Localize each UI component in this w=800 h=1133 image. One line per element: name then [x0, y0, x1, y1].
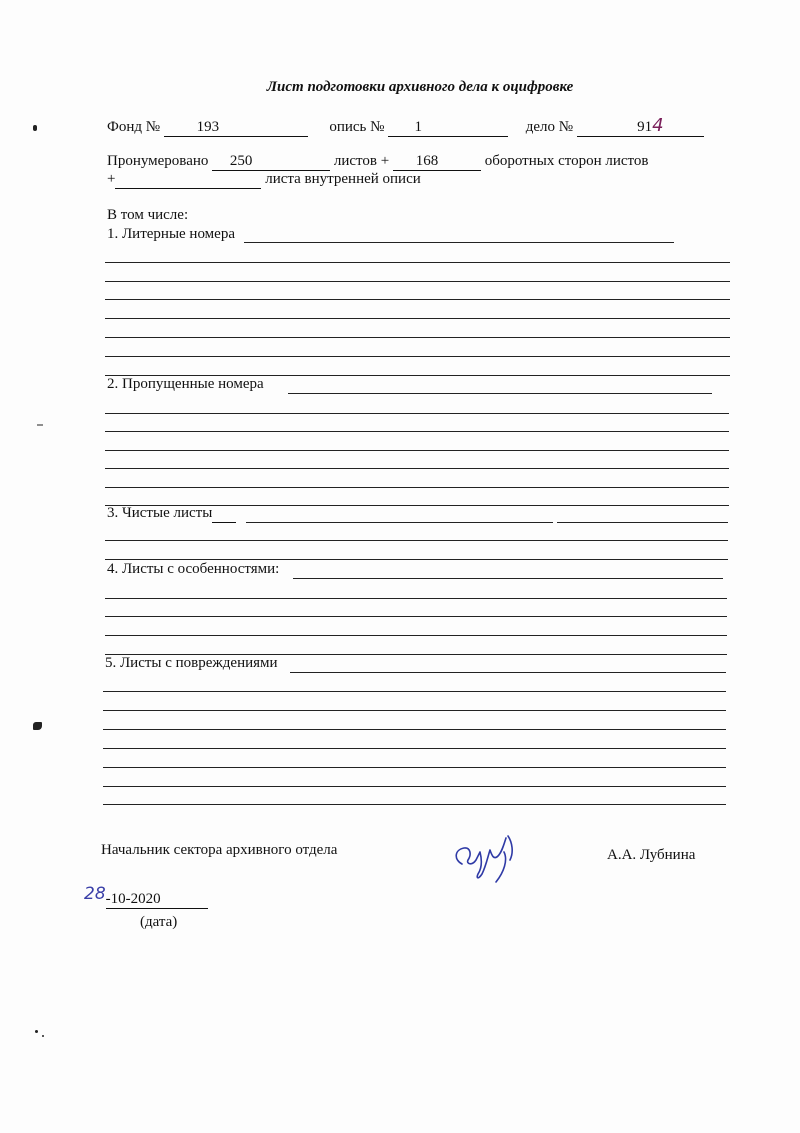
- opis-label: опись №: [329, 119, 385, 135]
- section-3-fill-line: [246, 522, 553, 523]
- section-1-label: 1. Литерные номера: [107, 226, 235, 242]
- form-line: [105, 431, 729, 432]
- inner-label: листа внутренней описи: [265, 171, 421, 187]
- form-line: [105, 281, 730, 282]
- date-value: -10-2020: [106, 892, 208, 909]
- header-row: [107, 117, 704, 137]
- reverse-value: 168: [393, 154, 481, 171]
- form-line: [103, 748, 726, 749]
- section-4-fill-line: [293, 578, 723, 579]
- form-line: [103, 710, 726, 711]
- reverse-label: оборотных сторон листов: [484, 153, 649, 169]
- section-1-fill-line: [244, 242, 674, 243]
- form-line: [103, 691, 726, 692]
- form-line: [105, 616, 727, 617]
- inner-inventory-row: [107, 172, 421, 189]
- opis-value: 1: [388, 120, 508, 137]
- plus-sign: +: [107, 171, 116, 187]
- handwritten-signature: [448, 830, 528, 890]
- section-3-short-line: [212, 506, 236, 523]
- form-line: [105, 299, 730, 300]
- form-line: [105, 337, 730, 338]
- date-row: [84, 884, 208, 909]
- form-line: [103, 786, 726, 787]
- delo-label: дело №: [525, 119, 574, 135]
- form-line: [105, 635, 727, 636]
- inner-value: [115, 172, 261, 189]
- date-day-handwritten: 28: [84, 884, 106, 904]
- form-line: [103, 804, 726, 805]
- fond-label: Фонд №: [107, 119, 161, 135]
- form-line: [105, 262, 730, 263]
- section-4-label: 4. Листы с особенностями:: [107, 561, 280, 577]
- section-2-fill-line: [288, 393, 712, 394]
- signatory-name: А.А. Лубнина: [607, 847, 696, 863]
- form-line: [105, 413, 729, 414]
- document-title: Лист подготовки архивного дела к оцифровке: [266, 79, 574, 95]
- date-caption: (дата): [140, 914, 178, 930]
- form-line: [105, 450, 729, 451]
- section-2-label: 2. Пропущенные номера: [107, 376, 264, 392]
- scan-speck: [37, 424, 43, 426]
- numbered-label: Пронумеровано: [107, 153, 209, 169]
- numbered-value: 250: [212, 154, 330, 171]
- delo-handwritten-digit: 4: [652, 115, 664, 136]
- form-line: [105, 540, 728, 541]
- section-5-label: 5. Листы с повреждениями: [105, 655, 278, 671]
- section-intro: В том числе:: [107, 207, 189, 223]
- scan-speck: [35, 1030, 38, 1033]
- scan-speck: [33, 722, 42, 730]
- section-3-label: 3. Чистые листы: [107, 506, 236, 523]
- fond-value: 193: [164, 120, 308, 137]
- delo-value: 914: [577, 117, 704, 137]
- sheets-plus: листов +: [333, 153, 390, 169]
- signatory-position: Начальник сектора архивного отдела: [101, 842, 338, 858]
- form-line: [105, 356, 730, 357]
- form-line: [105, 598, 727, 599]
- form-line: [105, 468, 729, 469]
- form-line: [105, 318, 730, 319]
- section-5-fill-line: [290, 672, 726, 673]
- numbered-row: [107, 154, 648, 171]
- scan-speck: [42, 1035, 44, 1037]
- form-line: [103, 729, 726, 730]
- scan-speck: [33, 125, 37, 131]
- form-line: [103, 767, 726, 768]
- form-line: [105, 487, 729, 488]
- form-line: [105, 559, 728, 560]
- section-3-fill-line: [557, 522, 728, 523]
